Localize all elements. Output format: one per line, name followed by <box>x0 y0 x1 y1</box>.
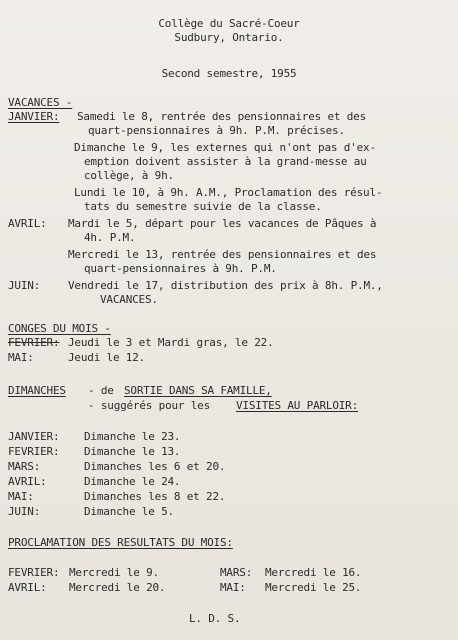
vacances-lundi-line-2: tats du semestre suivie de la classe. <box>84 200 322 213</box>
conges-mai-text: Jeudi le 12. <box>68 351 146 364</box>
vacances-juin-line-1: Vendredi le 17, distribution des prix à 8h. P.M., <box>68 279 383 292</box>
dimanches-dash-2: - suggérés pour les <box>88 399 211 412</box>
dimanches-row-text: Dimanches les 6 et 20. <box>84 460 226 473</box>
dimanches-row-text: Dimanche le 13. <box>84 445 181 458</box>
vacances-mercredi-line-2: quart-pensionnaires à 9h. P.M. <box>84 262 277 275</box>
vacances-janvier-label: JANVIER: <box>8 110 60 123</box>
dimanches-dash-1: - de <box>88 384 114 397</box>
vacances-avril-line-1: Mardi le 5, départ pour les vacances de Pâques à <box>68 217 377 230</box>
conges-heading: CONGES DU MOIS - <box>8 322 111 335</box>
dimanches-row-label: JUIN: <box>8 505 41 518</box>
vacances-juin-label: JUIN: <box>8 279 41 292</box>
vacances-lundi-line-1: Lundi le 10, à 9h. A.M., Proclamation des résul- <box>74 186 383 199</box>
vacances-avril-label: AVRIL: <box>8 217 47 230</box>
vacances-avril-line-2: 4h. P.M. <box>84 231 136 244</box>
conges-mai-label: MAI: <box>8 351 34 364</box>
conges-fevrier-label: FEVRIER: <box>8 336 60 349</box>
college-name: Collège du Sacré-Coeur <box>158 17 300 30</box>
dimanches-visites: VISITES AU PARLOIR: <box>236 399 359 412</box>
proclamation-mars-label: MARS: <box>220 566 253 579</box>
proclamation-fevrier-label: FEVRIER: <box>8 566 60 579</box>
dimanches-row-text: Dimanche le 23. <box>84 430 181 443</box>
dimanches-row-label: MARS: <box>8 460 41 473</box>
vacances-mercredi-line-1: Mercredi le 13, rentrée des pensionnaires et des <box>68 248 377 261</box>
college-city: Sudbury, Ontario. <box>174 31 284 44</box>
dimanches-row-text: Dimanche le 5. <box>84 505 174 518</box>
dimanches-row-label: JANVIER: <box>8 430 60 443</box>
vacances-dimanche9-line-1: Dimanche le 9, les externes qui n'ont pas d'ex- <box>74 141 376 154</box>
dimanches-row-label: AVRIL: <box>8 475 47 488</box>
proclamation-fevrier-text: Mercredi le 9. <box>69 566 159 579</box>
vacances-janvier-line-2: quart-pensionnaires à 9h. P.M. précises. <box>88 124 345 137</box>
dimanches-row-label: MAI: <box>8 490 34 503</box>
signature-initials: L. D. S. <box>189 612 241 625</box>
vacances-juin-line-2: VACANCES. <box>100 293 158 306</box>
proclamation-mai-text: Mercredi le 25. <box>265 581 362 594</box>
semester-title: Second semestre, 1955 <box>161 67 297 80</box>
proclamation-avril-text: Mercredi le 20. <box>69 581 166 594</box>
dimanches-row-text: Dimanche le 24. <box>84 475 181 488</box>
vacances-dimanche9-line-3: collège, à 9h. <box>84 169 174 182</box>
conges-fevrier-text: Jeudi le 3 et Mardi gras, le 22. <box>68 336 274 349</box>
dimanches-sortie: SORTIE DANS SA FAMILLE, <box>124 384 272 397</box>
dimanches-row-label: FEVRIER: <box>8 445 60 458</box>
proclamation-heading: PROCLAMATION DES RESULTATS DU MOIS: <box>8 536 233 549</box>
vacances-heading: VACANCES - <box>8 96 73 109</box>
vacances-janvier-line-1: Samedi le 8, rentrée des pensionnaires et des <box>77 110 367 123</box>
proclamation-mars-text: Mercredi le 16. <box>265 566 362 579</box>
vacances-dimanche9-line-2: emption doivent assister à la grand-messe au <box>84 155 367 168</box>
dimanches-row-text: Dimanches les 8 et 22. <box>84 490 226 503</box>
proclamation-avril-label: AVRIL: <box>8 581 47 594</box>
proclamation-mai-label: MAI: <box>220 581 246 594</box>
dimanches-heading: DIMANCHES <box>8 384 66 397</box>
